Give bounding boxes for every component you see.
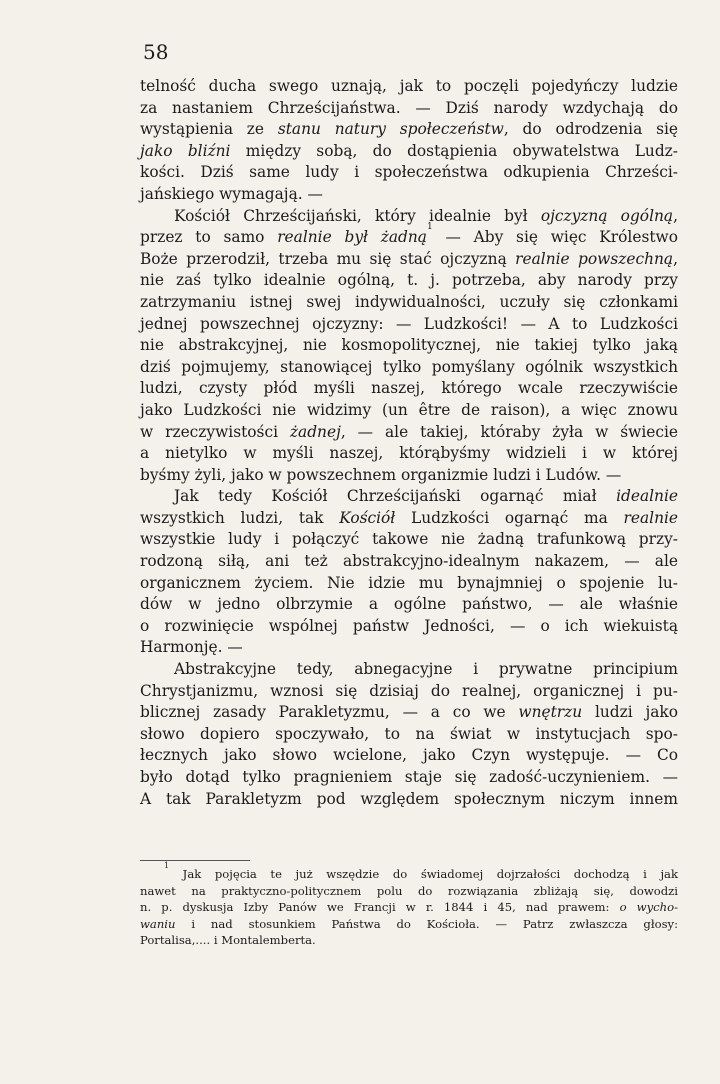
text-line (140, 222, 678, 249)
text-run: Ludzkości ogarnąć ma (395, 508, 624, 527)
text-line (140, 335, 678, 357)
text-line (140, 357, 678, 379)
text-line (140, 573, 678, 595)
text-line (140, 789, 678, 811)
text-line (140, 162, 678, 184)
text-run: za nastaniem Chrześcijaństwa. — Dziś narody wzdychają do (140, 98, 678, 117)
text-run: , (673, 206, 678, 225)
text-run: rodzoną siłą, ani też abstrakcyjno-idealnym nakazem, — ale (140, 552, 678, 571)
text-run: nawet na praktyczno-politycznem polu do rozwiązania zbliżają się, dowodzi (140, 883, 678, 898)
text-run: idealnie (616, 487, 678, 506)
text-line (140, 400, 678, 422)
text-run: zatrzymaniu istnej swej indywidualności, uczuły się członkami (140, 292, 678, 311)
text-run: jednej powszechnej ojczyzny: — Ludzkości! — A to Ludzkości (140, 314, 678, 333)
text-run: organicznem życiem. Nie idzie mu bynajmniej o spojenie lu- (140, 573, 678, 592)
text-run: Portalisa,.... i Montalemberta. (140, 933, 316, 948)
text-run: było dotąd tylko pragnieniem staje się zadość-uczynieniem. — (140, 768, 678, 786)
text-run: — Aby się więc Królestwo (432, 228, 678, 247)
text-run: ojczyzną ogólną (540, 206, 674, 225)
text-run: byśmy żyli, jako w powszechnem organizmie ludzi i Ludów. — (140, 465, 622, 484)
text-run: między sobą, do dostąpienia obywatelstwa Ludz- (230, 141, 678, 160)
text-line (140, 249, 678, 271)
text-run: wystąpienia ze (140, 120, 278, 139)
page-number: 58 (143, 40, 169, 64)
text-run: łecznych jako słowo wcielone, jako Czyn występuje. — Co (140, 746, 678, 765)
text-run: żadnej (289, 422, 341, 441)
text-run: wszystkie ludy i połączyć takowe nie żadną trafunkową przy- (140, 530, 678, 549)
text-line (140, 551, 678, 573)
text-line (140, 422, 678, 444)
text-run: w rzeczywistości (140, 422, 290, 441)
text-run: Jak pojęcia te już wszędzie do świadomej dojrzałości dochodzą i jak (169, 867, 678, 881)
text-run: Kościół Chrześcijański, który idealnie był (174, 206, 541, 225)
text-line (140, 443, 678, 465)
text-line (140, 206, 678, 228)
text-line (140, 184, 678, 206)
text-line (140, 76, 678, 98)
text-line (140, 767, 678, 789)
text-run: i nad stosunkiem Państwa do Kościoła. — Patrz zwłaszcza głosy: (175, 916, 678, 931)
text-run: słowo dopiero spoczywało, to na świat w instytucjach spo- (140, 724, 678, 743)
text-line (140, 270, 678, 292)
text-line (140, 465, 678, 487)
text-run: Boże przerodził, trzeba mu się stać ojczyzną (140, 249, 516, 268)
text-run: wnętrzu (518, 703, 583, 722)
text-run: realnie powszechną (515, 249, 674, 268)
footnotes (140, 861, 678, 949)
text-run: realnie (623, 508, 679, 527)
text-line (140, 98, 678, 120)
text-run: o rozwinięcie wspólnej państw Jedności, — o ich wiekuistą (140, 616, 678, 635)
text-run: , — ale takiej, któraby żyła w świecie (340, 422, 678, 441)
text-line (140, 378, 678, 400)
text-line (140, 508, 678, 530)
text-line (140, 724, 678, 746)
text-run: nie zaś tylko idealnie ogólną, t. j. potrzeba, aby narody przy (140, 271, 678, 290)
text-line (140, 745, 678, 767)
footnote-divider (140, 860, 250, 861)
text-run: A tak Parakletyzm pod względem społecznym niczym innem (140, 789, 678, 808)
body-text (140, 76, 678, 810)
text-run: n. p. dyskusja Izby Panów we Francji w r. 1844 i 45, nad prawem: (140, 900, 620, 915)
text-run: Harmonję. — (140, 638, 243, 657)
footnote-line (140, 899, 678, 916)
footnote-marker: 1 (164, 861, 170, 870)
text-line (140, 594, 678, 616)
text-line (140, 659, 678, 681)
footnote-marker: 1 (426, 222, 433, 233)
text-run: wszystkich ludzi, tak (140, 508, 340, 527)
text-line (140, 681, 678, 703)
text-run: Kościół (339, 508, 396, 527)
text-run: ludzi jako (582, 703, 679, 722)
footnote-line (140, 883, 678, 900)
text-run: realnie był żadną (277, 228, 427, 247)
text-run: , (673, 249, 678, 268)
text-run: telność ducha swego uznają, jak to poczęli pojedyńczy ludzie (140, 77, 678, 95)
text-line (140, 702, 678, 724)
footnote-line (140, 861, 678, 883)
text-line (140, 616, 678, 638)
text-line (140, 314, 678, 336)
text-line (140, 119, 678, 141)
text-run: dziś pojmujemy, stanowiącej tylko pomyślany ogólnik wszystkich (140, 357, 678, 376)
text-run: Abstrakcyjne tedy, abnegacyjne i prywatne principium (174, 660, 678, 679)
text-run: przez to samo (140, 228, 278, 247)
text-line (140, 637, 678, 659)
text-run: , do odrodzenia się (503, 120, 678, 139)
footnote-line (140, 932, 678, 949)
text-run: Chrystjanizmu, wznosi się dzisiaj do realnej, organicznej i pu- (140, 681, 678, 700)
text-run: waniu (140, 916, 176, 931)
text-run: blicznej zasady Parakletyzmu, — a co we (140, 703, 519, 722)
text-line (140, 486, 678, 508)
text-run: stanu natury społeczeństw (277, 120, 504, 139)
text-run: jańskiego wymagają. — (140, 184, 323, 203)
text-run: o wycho- (619, 900, 678, 915)
text-run: ludzi, czysty płód myśli naszej, którego wcale rzeczywiście (140, 379, 678, 398)
text-run: nie abstrakcyjnej, nie kosmopolitycznej, nie takiej tylko jaką (140, 336, 678, 355)
text-run: jako bliźni (140, 141, 231, 160)
footnote-line (140, 916, 678, 933)
text-line (140, 292, 678, 314)
text-line (140, 529, 678, 551)
text-run: a nietylko w myśli naszej, którąbyśmy widzieli i w której (140, 444, 678, 463)
text-run: jako Ludzkości nie widzimy (un être de raison), a więc znowu (140, 400, 678, 419)
text-run: kości. Dziś same ludy i społeczeństwa odkupienia Chrześci- (140, 163, 678, 182)
text-run: Jak tedy Kościół Chrześcijański ogarnąć miał (174, 487, 617, 506)
text-line (140, 141, 678, 163)
text-run: dów w jedno olbrzymie a ogólne państwo, — ale właśnie (140, 595, 678, 614)
